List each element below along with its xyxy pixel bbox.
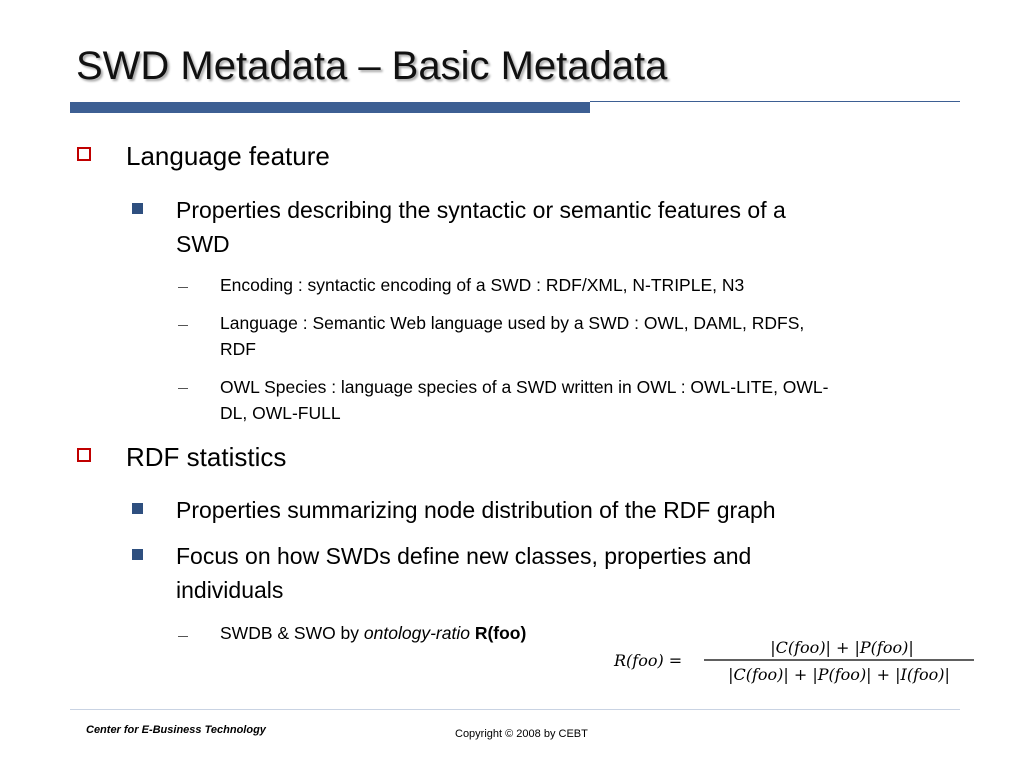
bullet-properties-summarizing: Properties summarizing node distribution of the RDF graph: [176, 497, 776, 523]
bullet-owl-species: [220, 374, 828, 426]
square-bullet-icon: [132, 549, 143, 560]
footer-rule: [70, 709, 960, 710]
bullet-focus-on-swds: [176, 539, 751, 607]
bullet-line: SWD: [176, 231, 230, 257]
formula-lhs: R(foo) =: [614, 651, 683, 670]
hollow-square-bullet-icon: [77, 448, 91, 462]
title-underline-bar: [70, 102, 590, 113]
slide-title: SWD Metadata – Basic Metadata: [76, 44, 668, 88]
bullet-encoding: Encoding : syntactic encoding of a SWD : RDF/XML, N-TRIPLE, N3: [220, 275, 745, 295]
formula-denominator: |C(foo)| + |P(foo)| + |I(foo)|: [728, 665, 950, 684]
title-underline-rule: [590, 101, 960, 102]
hollow-square-bullet-icon: [77, 147, 91, 161]
bullet-line: individuals: [176, 577, 284, 603]
ontology-ratio-formula: [612, 632, 977, 690]
ontology-ratio-term: ontology-ratio: [363, 623, 470, 643]
dash-bullet-icon: [178, 325, 188, 326]
bullet-line: OWL Species : language species of a SWD written in OWL : OWL-LITE, OWL-: [220, 377, 829, 397]
bullet-properties-describing: [176, 193, 786, 261]
bullet-language: [220, 310, 804, 362]
dash-bullet-icon: [178, 388, 188, 389]
bullet-line: Properties describing the syntactic or semantic features of a: [176, 197, 786, 223]
bullet-line: Focus on how SWDs define new classes, properties and: [176, 543, 752, 569]
bullet-line: RDF: [220, 339, 256, 359]
dash-bullet-icon: [178, 636, 188, 637]
bullet-line: DL, OWL-FULL: [220, 403, 341, 423]
footer-organization: Center for E-Business Technology: [86, 724, 266, 736]
ratio-symbol: R(foo): [474, 623, 527, 643]
square-bullet-icon: [132, 503, 143, 514]
footer-copyright: Copyright © 2008 by CEBT: [455, 728, 588, 740]
bullet-language-feature: Language feature: [126, 141, 330, 171]
formula-numerator: |C(foo)| + |P(foo)|: [770, 638, 914, 657]
bullet-rdf-statistics: RDF statistics: [126, 442, 287, 472]
dash-bullet-icon: [178, 287, 188, 288]
bullet-line: Language : Semantic Web language used by a SWD : OWL, DAML, RDFS,: [220, 313, 805, 333]
square-bullet-icon: [132, 203, 143, 214]
bullet-prefix: SWDB & SWO by: [220, 623, 364, 643]
bullet-swdb-swo: [220, 620, 526, 646]
